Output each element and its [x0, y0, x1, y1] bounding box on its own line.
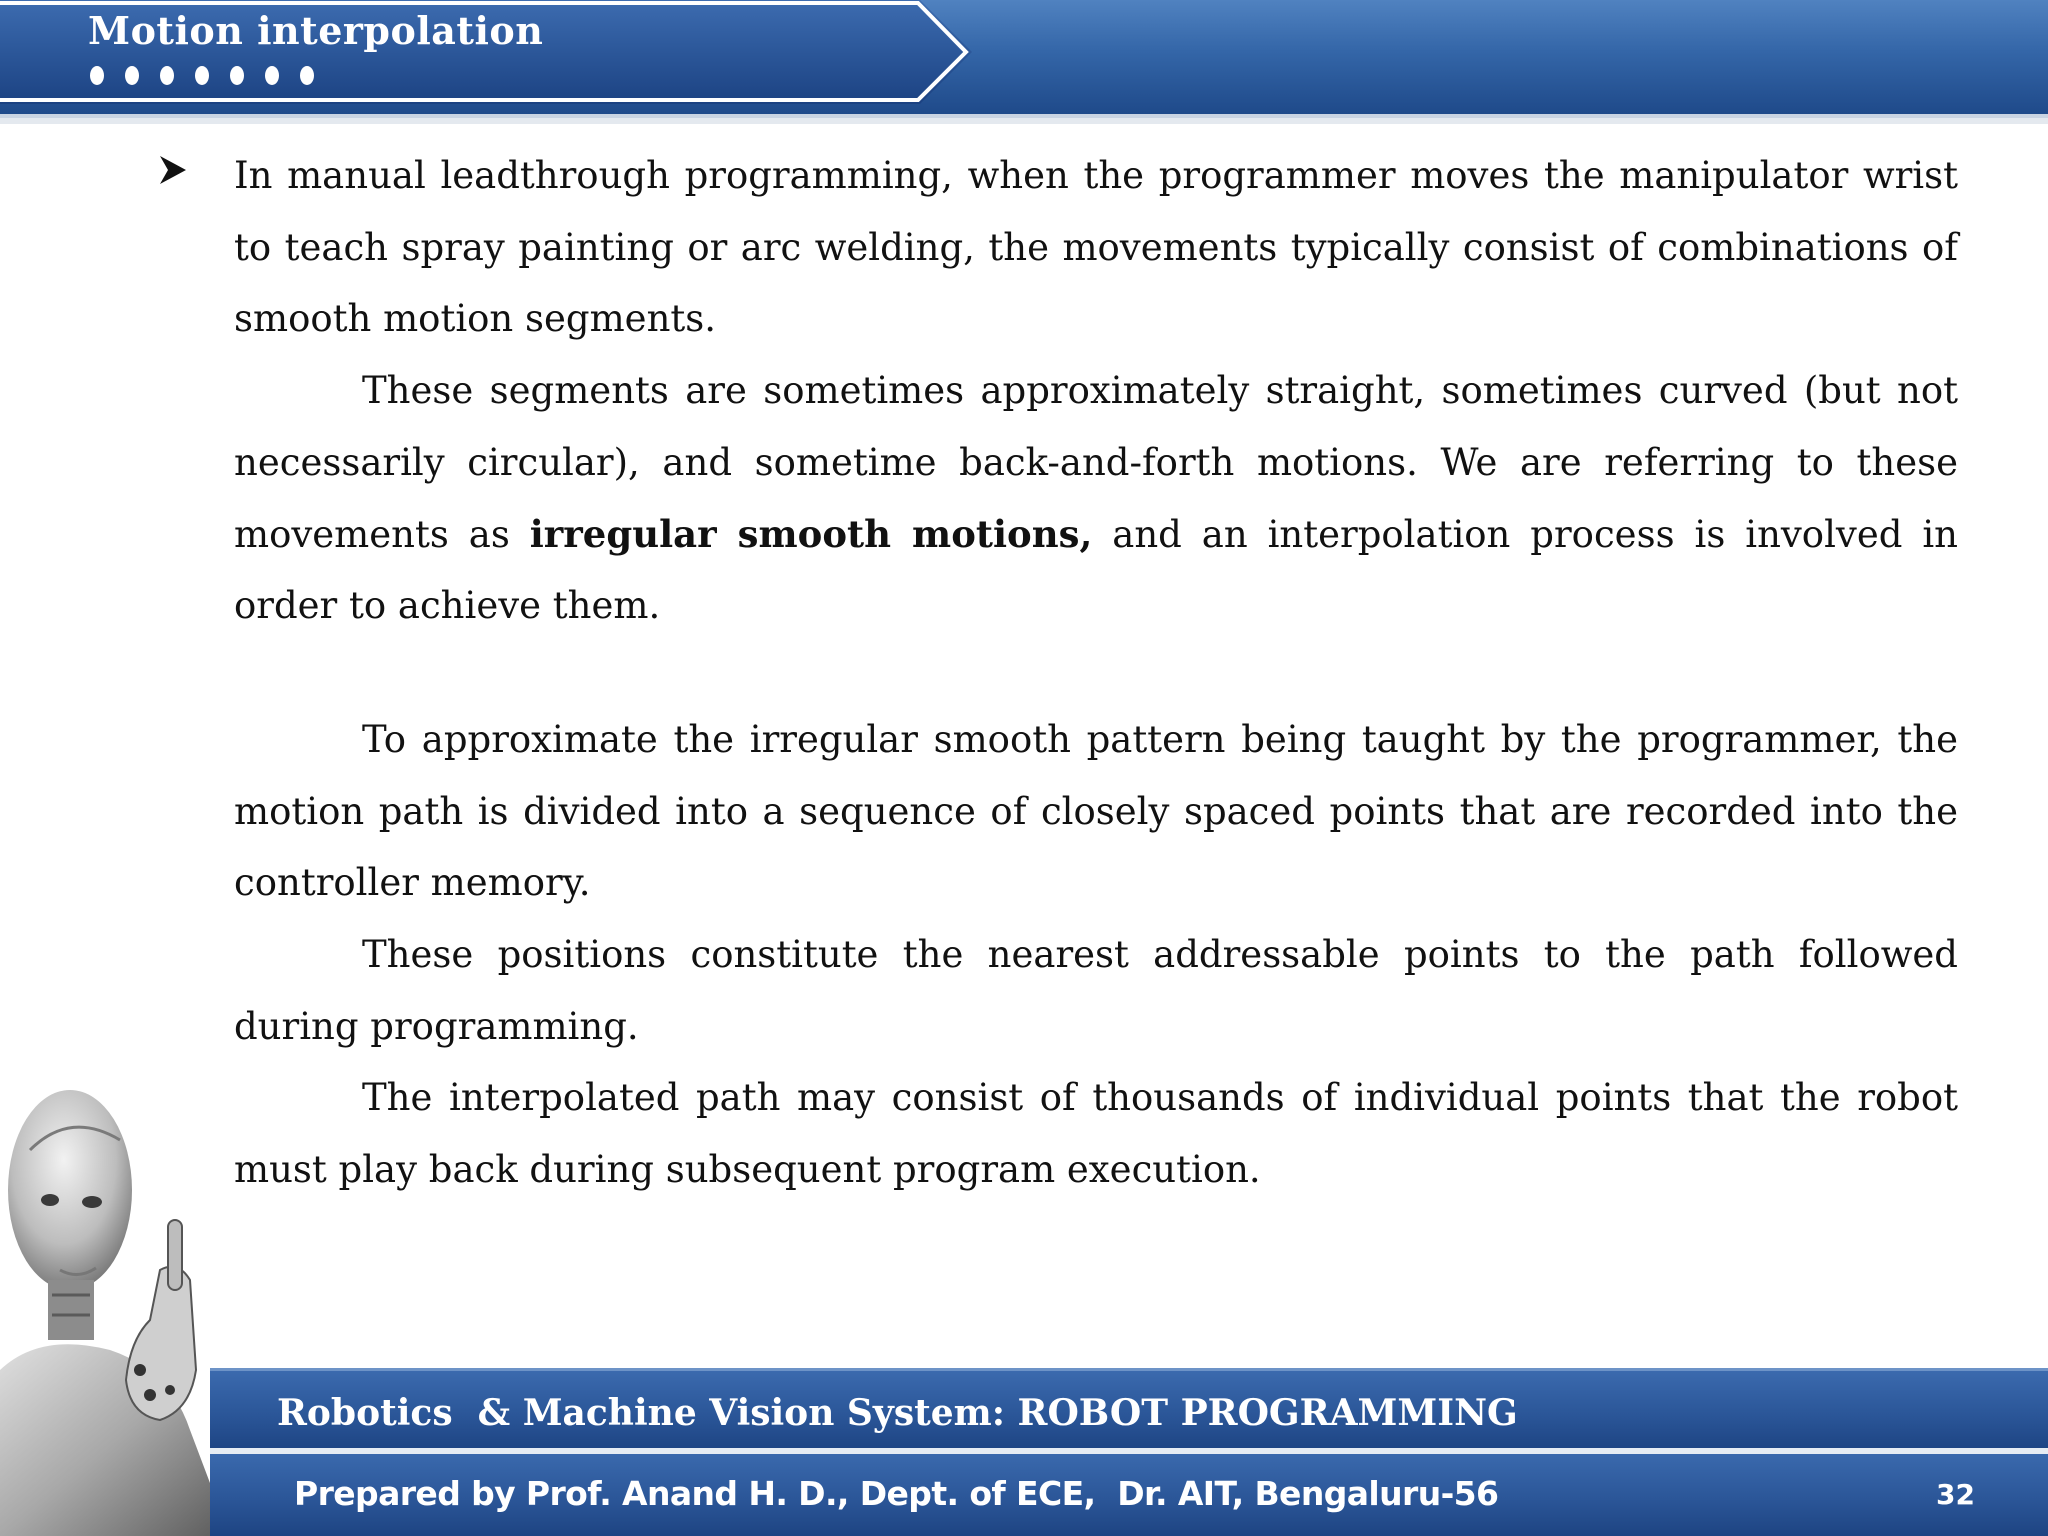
paragraph-2-text-b: and an interpolation process is involved in order to achieve them. [234, 512, 1958, 628]
prepared-by-credit: Prepared by Prof. Anand H. D., Dept. of ECE, Dr. AIT, Bengaluru-56 [294, 1474, 1499, 1513]
paragraph-5: The interpolated path may consist of thousands of individual points that the robot must play back during subsequent program execution. [234, 1076, 1958, 1192]
page-number: 32 [1936, 1478, 1975, 1511]
slide-body [234, 140, 1958, 1206]
slide-title: Motion interpolation [88, 8, 544, 53]
course-title: Robotics & Machine Vision System: ROBOT PROGRAMMING [277, 1392, 1518, 1434]
paragraph-1: In manual leadthrough programming, when the programmer moves the manipulator wrist to teach spray painting or arc welding, the movements typically consist of combinations of smooth motion segments. [234, 154, 1958, 341]
paragraph-4: These positions constitute the nearest addressable points to the path followed during programming. [234, 933, 1958, 1048]
header-bar [0, 0, 2048, 118]
paragraph-2 [234, 355, 1958, 642]
emphasis-irregular-smooth-motions: irregular smooth motions, [529, 511, 1093, 556]
paragraph-3: To approximate the irregular smooth pattern being taught by the programmer, the motion path is divided into a sequence of closely spaced points that are recorded into the controller memory. [234, 717, 1958, 905]
title-dots-decoration [90, 66, 314, 85]
arrowhead-bullet-icon [158, 150, 188, 190]
paragraph-2-text-a: These segments are sometimes approximately straight, sometimes curved (but not necessarily circular), and sometime back-and-forth motions. We are referring to these movements as [234, 369, 1958, 556]
